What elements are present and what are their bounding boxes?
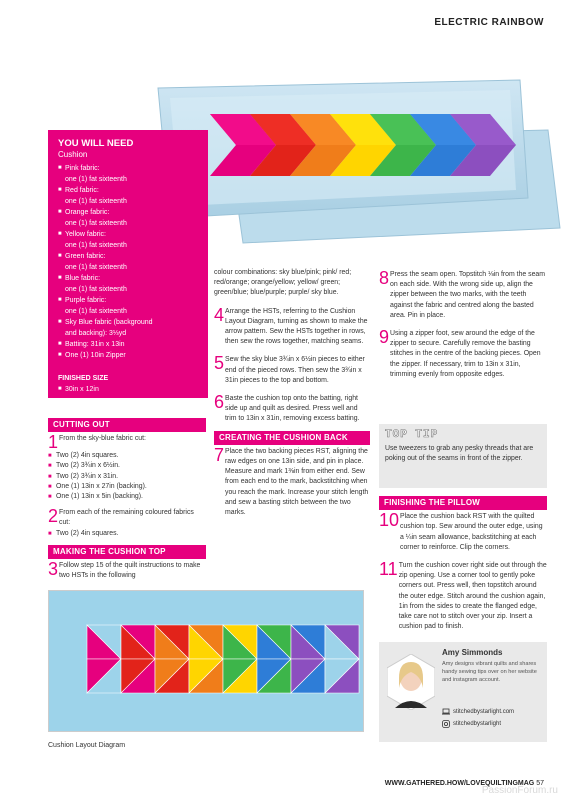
cutting-out-heading: CUTTING OUT (48, 418, 206, 432)
bullet-icon: ■ (48, 463, 52, 470)
watermark: PassionForum.ru (481, 785, 558, 796)
step-1 (48, 434, 206, 451)
step-text: Press the seam open. Topstitch ⅛in from the seam on each side. With the wrong side up, align the zipper between the two marks, with the teeth against the fabric and centred along the basted area. Pin in place. (390, 271, 546, 319)
step-text: Using a zipper foot, sew around the edge of the zipper to secure. Carefully remove the basting stitches in the centre of the backing pieces. Open the zipper. If necessary, trim to 13in x 31in, trimming evenly from opposite edges. (390, 330, 541, 378)
material-line: One (1) 10in Zipper (65, 352, 126, 359)
step-text: Place the cushion back RST with the quilted cushion top. Sew around the outer edge, using a ¼in seam allowance, backstitching at each corner to reinforce. Clip the corners. (400, 513, 543, 551)
step-text: From the sky-blue fabric cut: (59, 435, 146, 443)
step-5 (214, 355, 370, 386)
step-6 (214, 394, 370, 425)
making-heading: MAKING THE CUSHION TOP (48, 545, 206, 559)
list-item (48, 492, 206, 502)
designer-name: Amy Simmonds (442, 648, 503, 657)
material-line: one (1) fat sixteenth (65, 198, 127, 205)
list-item (48, 529, 206, 539)
list-item-text: Two (2) 3¾in x 6½in. (56, 462, 120, 470)
laptop-icon (442, 708, 450, 716)
material-line: one (1) fat sixteenth (65, 176, 127, 183)
material-line: one (1) fat sixteenth (65, 308, 127, 315)
step-number: 9 (379, 327, 390, 348)
step-number: 1 (48, 432, 59, 453)
right-column-top (379, 268, 547, 380)
step-2 (48, 508, 206, 528)
material-text (65, 317, 153, 339)
material-line: Pink fabric: (65, 165, 100, 172)
step-7 (214, 444, 370, 518)
list-item-text: One (1) 13in x 5in (backing). (56, 493, 143, 501)
designer-instagram[interactable] (442, 720, 501, 728)
material-text (65, 295, 127, 317)
step-11 (379, 561, 547, 632)
step-10 (379, 512, 547, 553)
material-line: Sky Blue fabric (background (65, 319, 153, 326)
rainbow-arrows (210, 114, 516, 176)
you-will-need-panel (48, 130, 208, 398)
step-number: 4 (214, 304, 225, 325)
designer-portrait (387, 654, 435, 710)
bullet-icon: ■ (48, 530, 52, 537)
list-item (48, 472, 206, 482)
list-item (48, 451, 206, 461)
bullet-icon: ■ (58, 165, 62, 171)
material-line: and backing): 3⅓yd (65, 330, 127, 337)
instagram-icon (442, 720, 450, 728)
material-line: one (1) fat sixteenth (65, 242, 127, 249)
step-text: Sew the sky blue 3¾in x 6½in pieces to either end of the pieced rows. Then sew the 3¾in x 31in pieces to the top and bottom. (225, 356, 365, 384)
step-2-list (48, 529, 206, 539)
bullet-icon: ■ (58, 319, 62, 325)
bullet-icon: ■ (58, 341, 62, 347)
material-text (65, 163, 127, 185)
top-tip-text: Use tweezers to grab any pesky threads that are poking out of the seams in front of the zipper. (385, 445, 534, 462)
instagram-handle[interactable]: stitchedbystarlight (453, 721, 502, 727)
material-item (58, 339, 198, 350)
material-item (58, 185, 198, 207)
material-text (65, 185, 127, 207)
material-line: Blue fabric: (65, 275, 101, 282)
material-item (58, 163, 198, 185)
step-number: 2 (48, 506, 59, 527)
material-item (58, 229, 198, 251)
material-text (65, 350, 126, 361)
bullet-icon: ■ (58, 187, 62, 193)
material-item (58, 350, 198, 361)
bullet-icon: ■ (58, 386, 62, 392)
material-line: one (1) fat sixteenth (65, 286, 127, 293)
material-line: one (1) fat sixteenth (65, 220, 127, 227)
top-tip-title: TOP TIP (385, 429, 439, 441)
finished-size-value: 30in x 12in (65, 386, 99, 393)
step-4 (214, 304, 370, 348)
step-number: 10 (379, 510, 400, 531)
layout-diagram-graphic (49, 591, 363, 731)
cushion-photo (148, 78, 566, 268)
step-3-continued: colour combinations: sky blue/pink; pink/ red; red/orange; orange/yellow; yellow/ green; green/blue; blue/purple; purple/ sky blue. (214, 269, 352, 297)
bullet-icon: ■ (48, 473, 52, 480)
step-8 (379, 270, 547, 321)
bullet-icon: ■ (48, 453, 52, 460)
step-9 (379, 329, 547, 380)
bullet-icon: ■ (58, 297, 62, 303)
material-line: Green fabric: (65, 253, 106, 260)
step-number: 6 (214, 392, 225, 413)
step-text: Follow step 15 of the quilt instructions to make two HSTs in the following (59, 562, 201, 580)
page-number: 57 (536, 780, 544, 787)
step-3 (48, 561, 206, 581)
material-line: Red fabric: (65, 187, 99, 194)
list-item (48, 461, 206, 471)
step-number: 7 (214, 444, 225, 465)
bullet-icon: ■ (48, 494, 52, 501)
bullet-icon: ■ (58, 209, 62, 215)
material-line: one (1) fat sixteenth (65, 264, 127, 271)
material-text (65, 207, 127, 229)
bullet-icon: ■ (48, 483, 52, 490)
bullet-icon: ■ (58, 275, 62, 281)
you-will-need-title: YOU WILL NEED (58, 138, 134, 149)
list-item-text: One (1) 13in x 27in (backing). (56, 482, 147, 490)
material-item (58, 273, 198, 295)
material-item (58, 251, 198, 273)
left-column (48, 418, 206, 581)
top-tip-box (379, 424, 547, 488)
step-text: Arrange the HSTs, referring to the Cushion Layout Diagram, turning as shown to make the arrow pattern. Sew the HSTs together in rows, then sew the rows together, matching seams. (225, 307, 368, 346)
diagram-caption: Cushion Layout Diagram (48, 742, 126, 749)
material-text (65, 229, 127, 251)
footer-url[interactable]: WWW.GATHERED.HOW/LOVEQUILTINGMAG (384, 780, 535, 787)
material-text (65, 339, 125, 350)
right-column-bottom (379, 496, 547, 632)
middle-column (214, 268, 370, 518)
list-item-text: Two (2) 4in squares. (56, 452, 119, 460)
bullet-icon: ■ (58, 352, 62, 358)
material-text (65, 251, 127, 273)
finished-size-title: FINISHED SIZE (58, 375, 109, 382)
list-item-text: Two (2) 4in squares. (56, 529, 119, 537)
step-number: 3 (48, 559, 59, 580)
material-line: Yellow fabric: (65, 231, 106, 238)
materials-list (58, 163, 198, 361)
finished-size-item (58, 384, 198, 395)
website-link[interactable]: stitchedbystarlight.com (453, 709, 515, 715)
material-text (65, 273, 127, 295)
material-line: Purple fabric: (65, 297, 107, 304)
cushion-photo-illustration (148, 78, 566, 268)
creating-back-heading: CREATING THE CUSHION BACK (214, 431, 370, 445)
bullet-icon: ■ (58, 253, 62, 259)
magazine-section-title: ELECTRIC RAINBOW (434, 17, 544, 28)
material-line: Batting: 31in x 13in (65, 341, 125, 348)
material-item (58, 295, 198, 317)
step-1-list (48, 451, 206, 502)
designer-bio: Amy designs vibrant quilts and shares handy sewing tips over on her website and instagram account. (442, 661, 537, 683)
list-item-text: Two (2) 3¾in x 31in. (56, 472, 119, 480)
cushion-layout-diagram (48, 590, 364, 732)
step-number: 11 (379, 559, 398, 580)
step-text: From each of the remaining coloured fabrics cut: (59, 509, 194, 527)
designer-box (379, 642, 547, 742)
designer-website[interactable] (442, 708, 514, 716)
bullet-icon: ■ (58, 231, 62, 237)
list-item (48, 482, 206, 492)
step-text: Baste the cushion top onto the batting, right side up and quilt as desired. Press well and trim to 13in x 31in, removing excess batting. (225, 395, 360, 423)
you-will-need-subtitle: Cushion (58, 150, 88, 159)
step-number: 5 (214, 353, 225, 374)
step-number: 8 (379, 268, 390, 288)
step-text: Turn the cushion cover right side out through the zip opening. Use a corner tool to gently poke corners out. Press well, then topstitch around the outer edge. Stitch around the cushion again, 1in from the sides to create the flanged edge, take care not to stitch over your zip. Insert a cushion pad to finish. (398, 562, 547, 631)
material-line: Orange fabric: (65, 209, 110, 216)
material-item (58, 207, 198, 229)
step-text: Place the two backing pieces RST, aligning the raw edges on one 13in side, and pin in place. Measure and mark 1⅜in from either end. Sew from each end to the mark, backstitching when you reach the mark. Increase your stitch length and sew a basting stitch between the two marks. (225, 447, 369, 517)
material-item (58, 317, 198, 339)
finishing-heading: FINISHING THE PILLOW (379, 496, 547, 510)
